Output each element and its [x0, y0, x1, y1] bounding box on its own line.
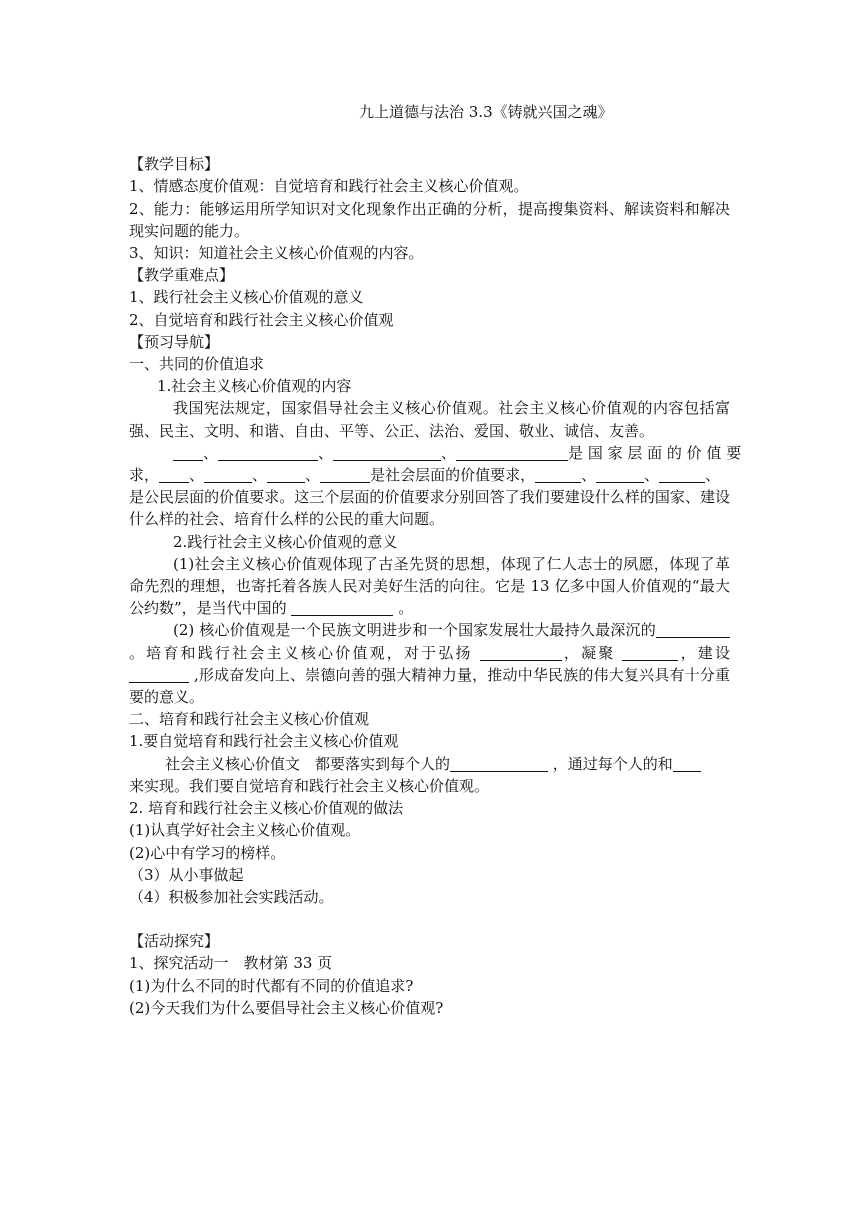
list-item: (2)心中有学习的榜样。: [129, 843, 286, 862]
fill-blank-line: 求， 、 、 、 是社会层面的价值要求， 、 、 、: [129, 466, 721, 485]
list-item: （4）积极参加社会实践活动。: [129, 887, 334, 906]
document-body: [129, 101, 742, 1019]
goals-heading: 【教学目标】: [129, 155, 220, 174]
blank[interactable]: [656, 621, 730, 638]
subsection-heading: 2.践行社会主义核心价值观的意义: [173, 532, 398, 551]
fill-text: 是 国 家 层 面 的 价 值 要: [568, 443, 742, 462]
fill-text: 求，: [129, 466, 160, 485]
paragraph: [129, 753, 730, 775]
goal-item: 2、能力：能够运用所学知识对文化现象作出正确的分析，提高搜集资料、解读资料和解决现实问题的能力。: [129, 199, 730, 240]
question-item: (1)为什么不同的时代都有不同的价值追求?: [129, 976, 414, 995]
key-point-item: 1、践行社会主义核心价值观的意义: [129, 288, 364, 307]
paragraph-text: ，通过每个人的和: [552, 754, 673, 773]
paragraph: 是公民层面的价值要求。这三个层面的价值要求分别回答了我们要建设什么样的国家、建设什么样的社会、培育什么样的公民的重大问题。: [129, 488, 730, 529]
blank[interactable]: [204, 466, 252, 483]
paragraph: 来实现。我们要自觉培育和践行社会主义核心价值观。: [129, 776, 490, 795]
goal-item: 3、知识：知道社会主义核心价值观的内容。: [129, 244, 424, 263]
question-item: (2)今天我们为什么要倡导社会主义核心价值观?: [129, 998, 444, 1017]
activity-heading: 【活动探究】: [129, 932, 220, 951]
paragraph: 我国宪法规定，国家倡导社会主义核心价值观。社会主义核心价值观的内容包括富强、民主、文明、和谐、自由、平等、公正、法治、爱国、敬业、诚信、友善。: [129, 399, 730, 440]
blank[interactable]: [480, 644, 562, 661]
list-item: (1)认真学好社会主义核心价值观。: [129, 821, 361, 840]
list-item: （3）从小事做起: [129, 865, 244, 884]
paragraph-text: 。培育和践行社会主义核心价值观，对于弘扬: [129, 643, 473, 662]
key-points-heading: 【教学重难点】: [129, 266, 235, 285]
paragraph-text: ,形成奋发向上、崇德向善的强大精神力量，推动中华民族的伟大复兴具有十分重要的意义。: [129, 665, 730, 707]
blank[interactable]: [159, 466, 189, 483]
blank[interactable]: [450, 755, 548, 772]
blank[interactable]: [320, 466, 370, 483]
blank[interactable]: [659, 466, 705, 483]
paragraph-text: ，建设: [678, 643, 730, 662]
blank[interactable]: [535, 466, 581, 483]
blank[interactable]: [333, 444, 441, 461]
key-point-item: 2、自觉培育和践行社会主义核心价值观: [129, 310, 394, 329]
blank[interactable]: [622, 644, 678, 661]
blank[interactable]: [291, 599, 393, 616]
section-heading: 二、培育和践行社会主义核心价值观: [129, 710, 370, 729]
paragraph-text: ，凝聚: [561, 643, 616, 662]
subsection-heading: 1.要自觉培育和践行社会主义核心价值观: [129, 732, 399, 751]
subsection-heading: 2. 培育和践行社会主义核心价值观的做法: [129, 799, 404, 818]
goal-item: 1、情感态度价值观：自觉培育和践行社会主义核心价值观。: [129, 177, 529, 196]
blank[interactable]: [596, 466, 644, 483]
paragraph-text: 社会主义核心价值文 都要落实到每个人的: [165, 754, 451, 773]
activity-item: 1、探究活动一 教材第 33 页: [129, 954, 333, 973]
paragraph-text: (1)社会主义核心价值观体现了古圣先贤的思想，体现了仁人志士的夙愿，体现了革命先烈的理想，也寄托着各族人民对美好生活的向往。它是 13 亿多中国人价值观的“最大公约数”，是当代中国的: [129, 554, 730, 618]
fill-text: 是社会层面的价值要求，: [370, 466, 536, 485]
blank[interactable]: [456, 444, 568, 461]
fill-blank-line: 、 、 、 是 国 家 层 面 的 价 值 要: [129, 442, 730, 464]
document-title: 九上道德与法治 3.3《铸就兴国之魂》: [359, 103, 613, 121]
blank[interactable]: [218, 444, 318, 461]
preview-heading: 【预习导航】: [129, 332, 220, 351]
paragraph: [129, 553, 730, 620]
blank[interactable]: [129, 666, 189, 683]
blank[interactable]: [673, 755, 701, 772]
blank[interactable]: [173, 444, 203, 461]
paragraph-text: 。: [398, 599, 414, 618]
paragraph-text: (2) 核心价值观是一个民族文明进步和一个国家发展壮大最持久最深沉的: [173, 621, 656, 640]
subsection-heading: 1.社会主义核心价值观的内容: [157, 377, 352, 396]
blank[interactable]: [267, 466, 305, 483]
paragraph: [129, 619, 730, 708]
section-heading: 一、共同的价值追求: [129, 355, 265, 374]
